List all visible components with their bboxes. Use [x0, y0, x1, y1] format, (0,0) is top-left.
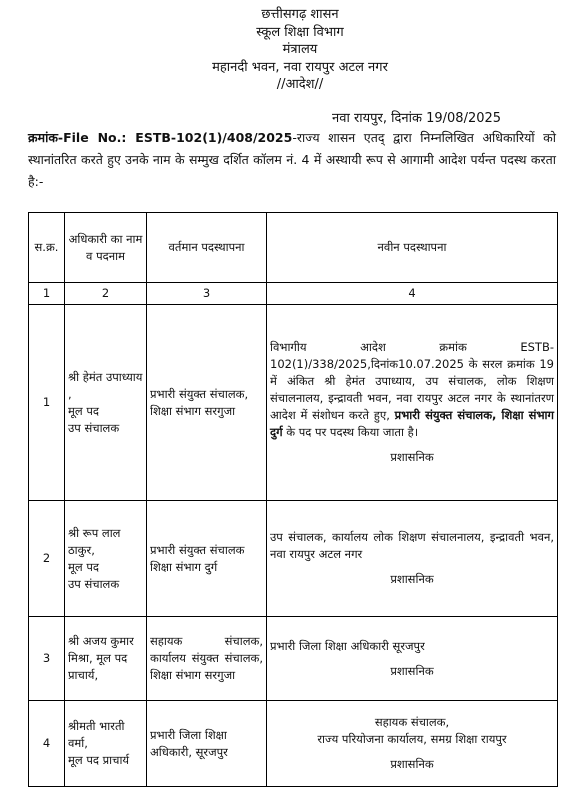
row-officer: श्री रूप लाल ठाकुर, मूल पद उप संचालक	[65, 501, 147, 617]
column-number-row	[29, 283, 558, 305]
row-current-posting: प्रभारी संयुक्त संचालक शिक्षा संभाग दुर्ग	[147, 501, 267, 617]
table-header-row	[29, 213, 558, 283]
table-row	[29, 501, 558, 617]
new-posting-text: उप संचालक, कार्यालय लोक शिक्षण संचालनालय, इन्द्रावती भवन, नवा रायपुर अटल नगर	[270, 530, 554, 561]
posting-type: प्रशासनिक	[390, 450, 434, 464]
transfer-table	[28, 212, 558, 787]
letterhead	[150, 6, 450, 94]
posting-type: प्रशासनिक	[390, 757, 434, 771]
col-number: 1	[29, 283, 65, 305]
row-officer: श्री हेमंत उपाध्याय , मूल पद उप संचालक	[65, 305, 147, 501]
col-header-new: नवीन पदस्थापना	[267, 213, 558, 283]
order-number: क्रमांक-File No.: ESTB-102(1)/408/2025	[28, 130, 293, 145]
col-header-sno: स.क्र.	[29, 213, 65, 283]
new-posting-highlight: प्रभारी संयुक्त संचालक, शिक्षा संभाग दुर्ग	[270, 408, 554, 439]
order-text: -राज्य शासन एतद् द्वारा निम्नलिखित अधिकारियों को स्थानांतरित करते हुए उनके नाम के सम्मुख दर्शित कॉलम नं. 4 में अस्थायी रूप से आगामी आदेश पर्यन्त पदस्थ करता है:-	[28, 130, 556, 189]
ministry-name: मंत्रालय	[282, 42, 318, 57]
govt-name: छत्तीसगढ़ शासन	[261, 7, 339, 22]
row-new-posting	[267, 701, 558, 787]
col-header-current: वर्तमान पदस्थापना	[147, 213, 267, 283]
department-name: स्कूल शिक्षा विभाग	[256, 24, 344, 40]
row-new-posting	[267, 617, 558, 701]
row-officer: श्रीमती भारती वर्मा, मूल पद प्राचार्य	[65, 701, 147, 787]
col-header-officer: अधिकारी का नाम व पदनाम	[65, 213, 147, 283]
row-current-posting: प्रभारी संयुक्त संचालक, शिक्षा संभाग सरगुजा	[147, 305, 267, 501]
col-number: 4	[267, 283, 558, 305]
new-posting-line2: राज्य परियोजना कार्यालय, समग्र शिक्षा रायपुर	[317, 732, 507, 746]
office-address: महानदी भवन, नवा रायपुर अटल नगर	[212, 59, 388, 75]
row-sno: 1	[29, 305, 65, 501]
row-new-posting	[267, 501, 558, 617]
new-posting-text: प्रभारी जिला शिक्षा अधिकारी सूरजपुर	[270, 638, 425, 653]
place-date: नवा रायपुर, दिनांक 19/08/2025	[332, 111, 502, 126]
posting-type: प्रशासनिक	[390, 663, 434, 678]
row-sno: 3	[29, 617, 65, 701]
table-row	[29, 305, 558, 501]
col-number: 3	[147, 283, 267, 305]
col-number: 2	[65, 283, 147, 305]
row-new-posting	[267, 305, 558, 501]
row-sno: 2	[29, 501, 65, 617]
order-paragraph	[28, 127, 556, 193]
row-current-posting: सहायक संचालक, कार्यालय संयुक्त संचालक, शिक्षा संभाग सरगुजा	[147, 617, 267, 701]
posting-type: प्रशासनिक	[390, 572, 434, 586]
new-posting-line1: सहायक संचालक,	[374, 715, 450, 729]
row-current-posting: प्रभारी जिला शिक्षा अधिकारी, सूरजपुर	[147, 701, 267, 787]
order-heading: //आदेश//	[276, 77, 324, 92]
table-row	[29, 701, 558, 787]
row-sno: 4	[29, 701, 65, 787]
new-posting-suffix: के पद पर पदस्थ किया जाता है।	[282, 425, 419, 439]
row-officer: श्री अजय कुमार मिश्रा, मूल पद प्राचार्य,	[65, 617, 147, 701]
table-row	[29, 617, 558, 701]
new-posting-text: विभागीय आदेश क्रमांक ESTB-102(1)/338/2025,दिनांक10.07.2025 के सरल क्रमांक 19 में अंकित श्री हेमंत उपाध्याय, उप संचालक, लोक शिक्षण संचालनालय, इन्द्रावती भवन, नवा रायपुर अटल नगर के स्थानांतरण आदेश में संशोधन करते हुए,	[270, 340, 554, 422]
